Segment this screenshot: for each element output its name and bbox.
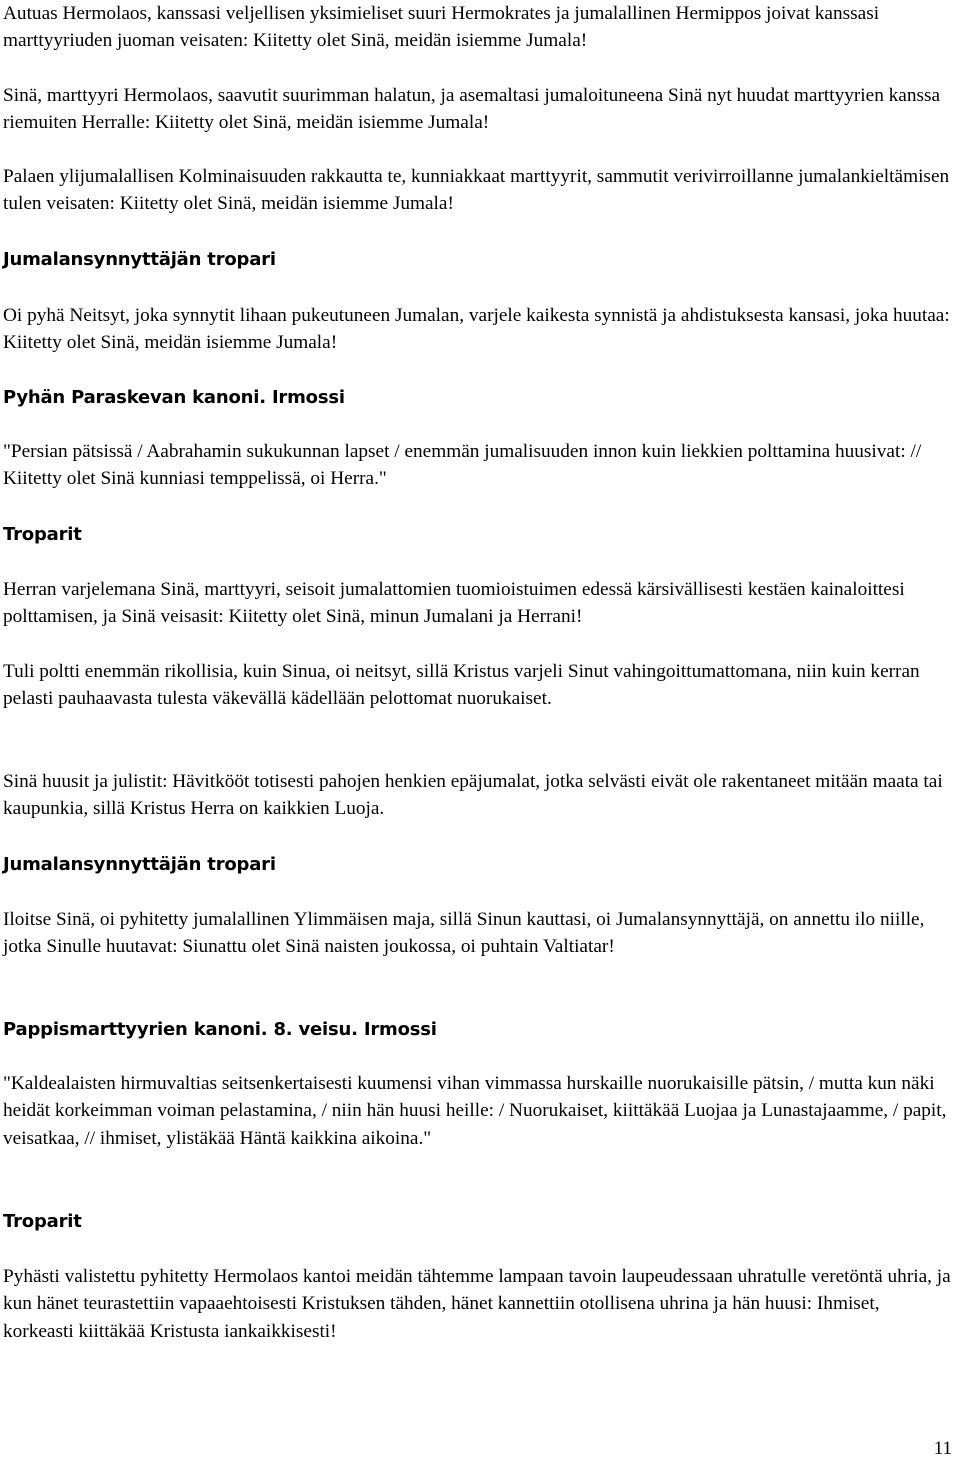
paragraph-1: Autuas Hermolaos, kanssasi veljellisen yksimieliset suuri Hermokrates ja jumalallinen Hermippos joivat kanssasi marttyyriuden juoman veisaten: Kiitetty olet Sinä, meidän isiemme Jumala! <box>3 3 880 52</box>
paragraph-10: "Kaldealaisten hirmuvaltias seitsenkertaisesti kuumensi vihan vimmassa hurskaille nuorukaisille pätsin, / mutta kun näki heidät korkeimman voiman pelastamina, / niin hän huusi heille: / Nuorukaiset, kiittäkää Luojaa ja Lunastajaamme, / papit, veisatkaa, // ihmiset, ylistäkää Häntä kaikkina aikoina." <box>3 1073 947 1149</box>
section-heading: Pappismarttyyrien kanoni. 8. veisu. Irmossi <box>3 1019 437 1040</box>
paragraph-5: "Persian pätsissä / Aabrahamin sukukunnan lapset / enemmän jumalisuuden innon kuin liekkien polttamina huusivat: // Kiitetty olet Sinä kunniasi temppelissä, oi Herra." <box>3 441 922 490</box>
section-heading: Troparit <box>3 1211 82 1232</box>
paragraph-4: Oi pyhä Neitsyt, joka synnytit lihaan pukeutuneen Jumalan, varjele kaikesta synnistä ja ahdistuksesta kansasi, joka huutaa: Kiitetty olet Sinä, meidän isiemme Jumala! <box>3 305 950 354</box>
paragraph-11: Pyhästi valistettu pyhitetty Hermolaos kantoi meidän tähtemme lampaan tavoin laupeudessaan uhratulle veretöntä uhria, ja kun hänet teurastettiin vapaaehtoisesti Kristuksen tähden, hänet kannettiin otollisena uhrina ja hän huusi: Ihmiset, korkeasti kiittäkää Kristusta iankaikkisesti! <box>3 1266 951 1342</box>
paragraph-7: Tuli poltti enemmän rikollisia, kuin Sinua, oi neitsyt, sillä Kristus varjeli Sinut vahingoittumattomana, niin kuin kerran pelasti pauhaavasta tulesta väkevällä kädellään pelottomat nuorukaiset. <box>3 661 920 710</box>
paragraph-2: Sinä, marttyyri Hermolaos, saavutit suurimman halatun, ja asemaltasi jumaloituneena Sinä nyt huudat marttyyrien kanssa riemuiten Herralle: Kiitetty olet Sinä, meidän isiemme Jumala! <box>3 85 941 134</box>
section-heading: Jumalansynnyttäjän tropari <box>3 854 276 875</box>
paragraph-9: Iloitse Sinä, oi pyhitetty jumalallinen Ylimmäisen maja, sillä Sinun kauttasi, oi Jumalansynnyttäjä, on annettu ilo niille, jotka Sinulle huutavat: Siunattu olet Sinä naisten joukossa, oi puhtain Valtiatar! <box>3 909 925 958</box>
section-heading: Jumalansynnyttäjän tropari <box>3 249 276 270</box>
paragraph-3: Palaen ylijumalallisen Kolminaisuuden rakkautta te, kunniakkaat marttyyrit, sammutit verivirroillanne jumalankieltämisen tulen veisaten: Kiitetty olet Sinä, meidän isiemme Jumala! <box>3 166 950 215</box>
section-heading: Troparit <box>3 524 82 545</box>
paragraph-6: Herran varjelemana Sinä, marttyyri, seisoit jumalattomien tuomioistuimen edessä kärsivällisesti kestäen kainaloittesi polttamisen, ja Sinä veisasit: Kiitetty olet Sinä, minun Jumalani ja Herrani! <box>3 579 905 628</box>
page-number: 11 <box>933 1438 952 1459</box>
paragraph-8: Sinä huusit ja julistit: Hävitkööt totisesti pahojen henkien epäjumalat, jotka selvästi eivät ole rakentaneet mitään maata tai kaupunkia, sillä Kristus Herra on kaikkien Luoja. <box>3 771 943 820</box>
section-heading: Pyhän Paraskevan kanoni. Irmossi <box>3 387 345 408</box>
